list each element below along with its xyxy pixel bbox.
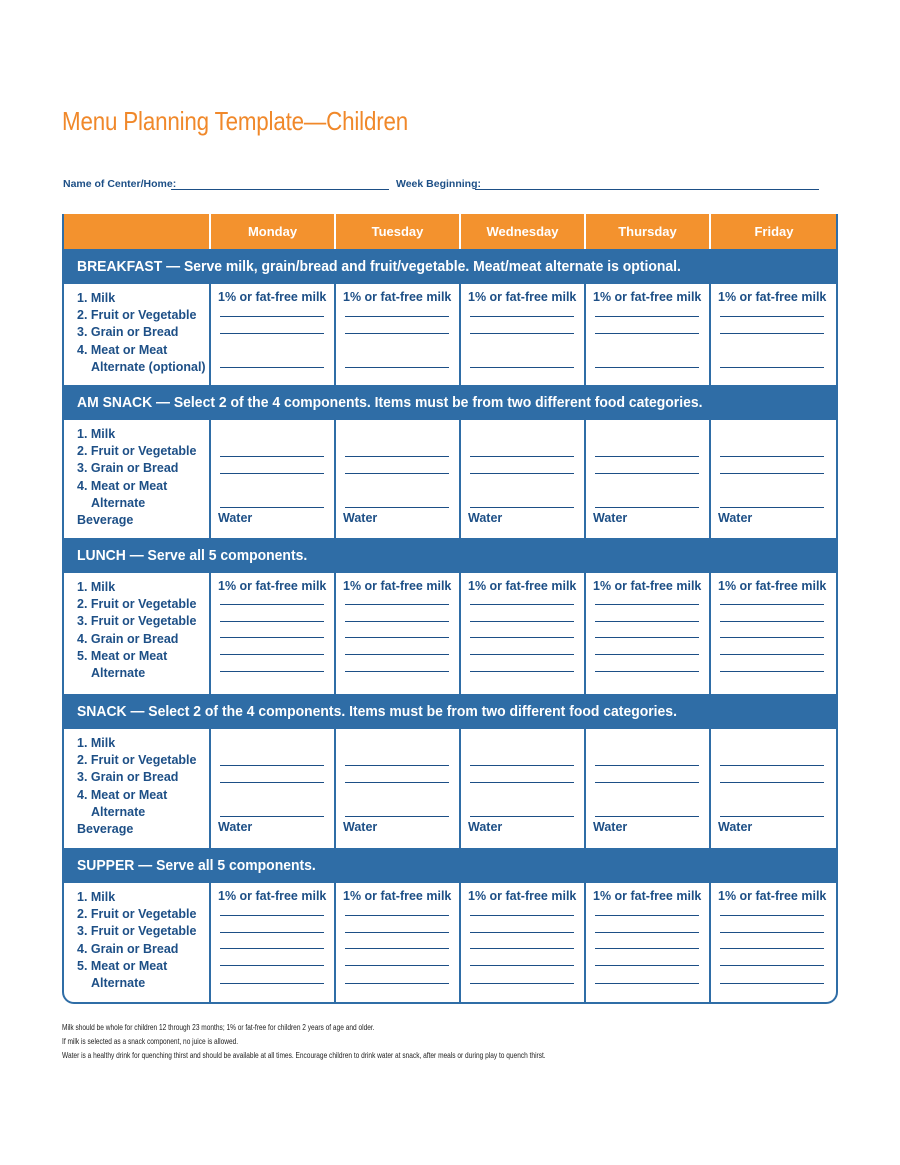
menu-entry-line[interactable] <box>720 983 824 984</box>
component-item: 2. Fruit or Vegetable <box>77 444 197 459</box>
column-divider <box>584 729 586 848</box>
menu-entry-line[interactable] <box>220 915 324 916</box>
menu-entry-line[interactable] <box>470 965 574 966</box>
header-divider <box>709 214 711 249</box>
menu-entry-line[interactable] <box>595 671 699 672</box>
header-divider <box>209 214 211 249</box>
menu-entry-line[interactable] <box>595 507 699 508</box>
component-item: 3. Grain or Bread <box>77 770 179 785</box>
menu-entry-line[interactable] <box>220 965 324 966</box>
week-beginning-field[interactable] <box>475 189 819 190</box>
column-divider <box>209 573 211 694</box>
column-divider <box>709 284 711 385</box>
lunch-heading-text: LUNCH — Serve all 5 components. <box>77 547 308 564</box>
menu-entry-line[interactable] <box>345 671 449 672</box>
column-divider <box>334 729 336 848</box>
page-title: Menu Planning Template—Children <box>62 106 409 136</box>
week-beginning-label: Week Beginning: <box>396 178 481 190</box>
menu-entry-line[interactable] <box>220 316 324 317</box>
supper-thursday-milk: 1% or fat-free milk <box>593 889 702 903</box>
component-item: 2. Fruit or Vegetable <box>77 597 197 612</box>
breakfast-thursday-milk: 1% or fat-free milk <box>593 290 702 304</box>
snack-wednesday-beverage: Water <box>468 820 503 834</box>
footnote: Milk should be whole for children 12 through 23 months; 1% or fat-free for children 2 years of age and older. <box>62 1023 375 1032</box>
center-name-field[interactable] <box>171 189 389 190</box>
menu-entry-line[interactable] <box>470 333 574 334</box>
menu-entry-line[interactable] <box>595 965 699 966</box>
breakfast-friday-milk: 1% or fat-free milk <box>718 290 827 304</box>
menu-entry-line[interactable] <box>720 948 824 949</box>
menu-table <box>62 214 838 1004</box>
menu-entry-line[interactable] <box>720 604 824 605</box>
menu-entry-line[interactable] <box>720 816 824 817</box>
component-item: 4. Meat or Meat <box>77 787 168 802</box>
component-item: Alternate <box>91 804 146 819</box>
component-item: Alternate <box>91 666 146 681</box>
component-item: Alternate <box>91 976 146 991</box>
lunch-tuesday-milk: 1% or fat-free milk <box>343 579 452 593</box>
component-item: 3. Fruit or Vegetable <box>77 614 197 629</box>
breakfast-components <box>77 290 206 376</box>
menu-entry-line[interactable] <box>345 507 449 508</box>
menu-entry-line[interactable] <box>220 473 324 474</box>
component-item: 1. Milk <box>77 291 116 305</box>
menu-entry-line[interactable] <box>720 671 824 672</box>
am-snack-tuesday-beverage: Water <box>343 511 378 525</box>
menu-entry-line[interactable] <box>220 654 324 655</box>
menu-entry-line[interactable] <box>220 367 324 368</box>
menu-entry-line[interactable] <box>345 637 449 638</box>
header-divider <box>459 214 461 249</box>
day-header-friday: Friday <box>754 224 794 239</box>
component-item: Beverage <box>77 822 134 837</box>
menu-entry-line[interactable] <box>720 473 824 474</box>
menu-entry-line[interactable] <box>220 671 324 672</box>
supper-wednesday-milk: 1% or fat-free milk <box>468 889 577 903</box>
menu-entry-line[interactable] <box>345 782 449 783</box>
menu-entry-line[interactable] <box>595 333 699 334</box>
day-header-wednesday: Wednesday <box>486 224 559 239</box>
menu-entry-line[interactable] <box>345 983 449 984</box>
lunch-wednesday-milk: 1% or fat-free milk <box>468 579 577 593</box>
menu-entry-line[interactable] <box>720 507 824 508</box>
breakfast-tuesday-milk: 1% or fat-free milk <box>343 290 452 304</box>
day-header-monday: Monday <box>247 224 298 239</box>
column-divider <box>209 883 211 1004</box>
column-divider <box>334 883 336 1004</box>
menu-entry-line[interactable] <box>720 456 824 457</box>
component-item: 4. Meat or Meat <box>77 342 168 357</box>
menu-entry-line[interactable] <box>470 948 574 949</box>
component-item: 1. Milk <box>77 580 116 594</box>
center-name-label: Name of Center/Home: <box>63 178 177 190</box>
menu-entry-line[interactable] <box>595 932 699 933</box>
column-divider <box>584 573 586 694</box>
menu-entry-line[interactable] <box>345 915 449 916</box>
day-header-tuesday: Tuesday <box>371 224 424 239</box>
menu-entry-line[interactable] <box>595 765 699 766</box>
breakfast-wednesday-milk: 1% or fat-free milk <box>468 290 577 304</box>
am-snack-heading-text: AM SNACK — Select 2 of the 4 components. Items must be from two different food categories. <box>77 394 703 411</box>
menu-entry-line[interactable] <box>470 316 574 317</box>
snack-thursday-beverage: Water <box>593 820 628 834</box>
menu-entry-line[interactable] <box>720 782 824 783</box>
column-divider <box>709 573 711 694</box>
menu-entry-line[interactable] <box>470 654 574 655</box>
column-divider <box>709 420 711 538</box>
supper-monday-milk: 1% or fat-free milk <box>218 889 327 903</box>
component-item: 4. Meat or Meat <box>77 478 168 493</box>
menu-entry-line[interactable] <box>470 816 574 817</box>
menu-entry-line[interactable] <box>220 983 324 984</box>
menu-entry-line[interactable] <box>345 932 449 933</box>
menu-entry-line[interactable] <box>345 604 449 605</box>
menu-entry-line[interactable] <box>220 333 324 334</box>
header-divider <box>584 214 586 249</box>
supper-heading <box>62 848 838 883</box>
menu-entry-line[interactable] <box>220 507 324 508</box>
component-item: 5. Meat or Meat <box>77 958 168 973</box>
footnote: If milk is selected as a snack component, no juice is allowed. <box>62 1037 239 1046</box>
column-divider <box>209 284 211 385</box>
component-item: Beverage <box>77 513 134 528</box>
footnotes <box>62 1021 652 1063</box>
menu-entry-line[interactable] <box>595 983 699 984</box>
snack-heading <box>62 694 838 729</box>
component-item: 3. Grain or Bread <box>77 461 179 476</box>
menu-entry-line[interactable] <box>720 965 824 966</box>
menu-entry-line[interactable] <box>470 782 574 783</box>
breakfast-heading-text: BREAKFAST — Serve milk, grain/bread and fruit/vegetable. Meat/meat alternate is optional. <box>77 258 681 275</box>
supper-section <box>62 883 838 1004</box>
menu-entry-line[interactable] <box>470 473 574 474</box>
menu-entry-line[interactable] <box>345 965 449 966</box>
component-item: 2. Fruit or Vegetable <box>77 308 197 323</box>
menu-entry-line[interactable] <box>595 816 699 817</box>
menu-entry-line[interactable] <box>220 637 324 638</box>
lunch-components <box>77 579 196 682</box>
menu-entry-line[interactable] <box>220 782 324 783</box>
menu-entry-line[interactable] <box>720 367 824 368</box>
menu-entry-line[interactable] <box>595 367 699 368</box>
component-item: 3. Grain or Bread <box>77 325 179 340</box>
am-snack-wednesday-beverage: Water <box>468 511 503 525</box>
am-snack-section <box>62 420 838 538</box>
menu-entry-line[interactable] <box>345 456 449 457</box>
header-fields <box>63 178 823 192</box>
column-divider <box>584 883 586 1004</box>
day-header-thursday: Thursday <box>618 224 677 239</box>
menu-entry-line[interactable] <box>470 637 574 638</box>
menu-entry-line[interactable] <box>470 915 574 916</box>
menu-entry-line[interactable] <box>720 316 824 317</box>
column-divider <box>334 420 336 538</box>
am-snack-heading <box>62 385 838 420</box>
lunch-friday-milk: 1% or fat-free milk <box>718 579 827 593</box>
column-divider <box>334 573 336 694</box>
menu-entry-line[interactable] <box>220 621 324 622</box>
menu-entry-line[interactable] <box>595 473 699 474</box>
component-item: Alternate (optional) <box>91 359 206 374</box>
component-item: 4. Grain or Bread <box>77 941 179 956</box>
menu-entry-line[interactable] <box>345 765 449 766</box>
menu-entry-line[interactable] <box>720 621 824 622</box>
menu-entry-line[interactable] <box>720 654 824 655</box>
menu-entry-line[interactable] <box>220 765 324 766</box>
supper-friday-milk: 1% or fat-free milk <box>718 889 827 903</box>
menu-entry-line[interactable] <box>720 765 824 766</box>
supper-components <box>77 889 196 992</box>
snack-monday-beverage: Water <box>218 820 253 834</box>
menu-entry-line[interactable] <box>470 983 574 984</box>
column-divider <box>459 729 461 848</box>
component-item: 2. Fruit or Vegetable <box>77 907 197 922</box>
menu-entry-line[interactable] <box>345 316 449 317</box>
menu-entry-line[interactable] <box>470 932 574 933</box>
menu-entry-line[interactable] <box>345 333 449 334</box>
menu-entry-line[interactable] <box>595 637 699 638</box>
menu-entry-line[interactable] <box>720 637 824 638</box>
snack-heading-text: SNACK — Select 2 of the 4 components. Items must be from two different food categories. <box>77 703 677 720</box>
component-item: 1. Milk <box>77 890 116 904</box>
am-snack-friday-beverage: Water <box>718 511 753 525</box>
menu-entry-line[interactable] <box>220 604 324 605</box>
menu-entry-line[interactable] <box>595 948 699 949</box>
lunch-monday-milk: 1% or fat-free milk <box>218 579 327 593</box>
snack-section <box>62 729 838 848</box>
menu-entry-line[interactable] <box>595 621 699 622</box>
snack-friday-beverage: Water <box>718 820 753 834</box>
breakfast-section <box>62 284 838 385</box>
component-item: 1. Milk <box>77 427 116 441</box>
am-snack-thursday-beverage: Water <box>593 511 628 525</box>
component-item: 4. Grain or Bread <box>77 631 179 646</box>
lunch-thursday-milk: 1% or fat-free milk <box>593 579 702 593</box>
day-header-row <box>62 214 838 249</box>
menu-entry-line[interactable] <box>595 654 699 655</box>
menu-entry-line[interactable] <box>220 932 324 933</box>
column-divider <box>459 573 461 694</box>
column-divider <box>459 883 461 1004</box>
am-snack-monday-beverage: Water <box>218 511 253 525</box>
am-snack-components <box>77 426 196 529</box>
breakfast-heading <box>62 249 838 284</box>
menu-entry-line[interactable] <box>595 782 699 783</box>
component-item: Alternate <box>91 495 146 510</box>
menu-entry-line[interactable] <box>470 604 574 605</box>
menu-entry-line[interactable] <box>345 367 449 368</box>
menu-entry-line[interactable] <box>345 948 449 949</box>
column-divider <box>584 420 586 538</box>
component-item: 2. Fruit or Vegetable <box>77 753 197 768</box>
menu-entry-line[interactable] <box>220 456 324 457</box>
menu-entry-line[interactable] <box>345 654 449 655</box>
menu-entry-line[interactable] <box>220 948 324 949</box>
column-divider <box>334 284 336 385</box>
column-divider <box>459 284 461 385</box>
menu-entry-line[interactable] <box>595 316 699 317</box>
component-item: 1. Milk <box>77 736 116 750</box>
menu-entry-line[interactable] <box>720 333 824 334</box>
column-divider <box>709 729 711 848</box>
menu-entry-line[interactable] <box>720 932 824 933</box>
menu-entry-line[interactable] <box>220 816 324 817</box>
menu-entry-line[interactable] <box>595 456 699 457</box>
footnote: Water is a healthy drink for quenching thirst and should be available at all times. Encourage children to drink water at snack, after meals or during play to quench thirst. <box>62 1051 546 1060</box>
menu-entry-line[interactable] <box>470 671 574 672</box>
menu-entry-line[interactable] <box>470 456 574 457</box>
menu-entry-line[interactable] <box>345 816 449 817</box>
column-divider <box>584 284 586 385</box>
column-divider <box>209 420 211 538</box>
column-divider <box>709 883 711 1004</box>
menu-entry-line[interactable] <box>470 621 574 622</box>
breakfast-monday-milk: 1% or fat-free milk <box>218 290 327 304</box>
component-item: 3. Fruit or Vegetable <box>77 924 197 939</box>
menu-entry-line[interactable] <box>345 473 449 474</box>
menu-entry-line[interactable] <box>470 507 574 508</box>
column-divider <box>209 729 211 848</box>
menu-entry-line[interactable] <box>595 915 699 916</box>
menu-entry-line[interactable] <box>595 604 699 605</box>
column-divider <box>459 420 461 538</box>
supper-tuesday-milk: 1% or fat-free milk <box>343 889 452 903</box>
header-divider <box>334 214 336 249</box>
snack-components <box>77 735 196 838</box>
menu-entry-line[interactable] <box>470 367 574 368</box>
component-item: 5. Meat or Meat <box>77 648 168 663</box>
menu-entry-line[interactable] <box>345 621 449 622</box>
lunch-heading <box>62 538 838 573</box>
lunch-section <box>62 573 838 694</box>
snack-tuesday-beverage: Water <box>343 820 378 834</box>
supper-heading-text: SUPPER — Serve all 5 components. <box>77 857 316 874</box>
menu-entry-line[interactable] <box>720 915 824 916</box>
menu-entry-line[interactable] <box>470 765 574 766</box>
